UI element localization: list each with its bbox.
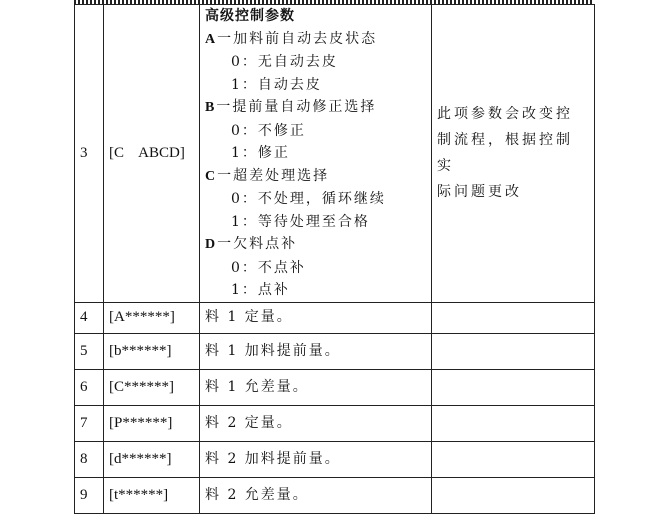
- row-index: 6: [75, 369, 104, 405]
- group-label: 一提前量自动修正选择: [216, 99, 377, 115]
- param-description: [200, 5, 432, 303]
- group-letter: C: [205, 168, 218, 184]
- param-description: 料 2 定量。: [200, 405, 432, 441]
- param-note: [432, 441, 595, 477]
- param-note: [432, 477, 595, 513]
- table-row: [75, 441, 595, 477]
- table-row: [75, 333, 595, 369]
- note-line: 制流程，根据控制实: [437, 132, 573, 175]
- param-code: [t******]: [104, 477, 200, 513]
- table-row: [75, 5, 595, 303]
- table-row: [75, 369, 595, 405]
- row-index: 7: [75, 405, 104, 441]
- param-code: [d******]: [104, 441, 200, 477]
- param-note: [432, 333, 595, 369]
- option-item: 0：不修正: [231, 122, 306, 139]
- group-label: 一加料前自动去皮状态: [217, 30, 378, 47]
- note-line: 际问题更改: [437, 184, 522, 201]
- param-note: [432, 369, 595, 405]
- group-letter: B: [205, 100, 217, 115]
- option-item: 1：等待处理至合格: [231, 213, 370, 230]
- param-code: [C******]: [104, 369, 200, 405]
- param-code: [b******]: [104, 333, 200, 369]
- group-letter: D: [205, 237, 218, 252]
- param-description: 料 1 加料提前量。: [200, 333, 432, 369]
- table-row: [75, 477, 595, 513]
- param-description: 料 1 允差量。: [200, 369, 432, 405]
- param-description: 料 2 加料提前量。: [200, 441, 432, 477]
- param-code: [A******]: [104, 302, 200, 333]
- row-index: 5: [75, 333, 104, 369]
- option-item: 1：自动去皮: [231, 76, 322, 93]
- option-item: 1：修正: [231, 145, 290, 161]
- param-description: 料 2 允差量。: [200, 477, 432, 513]
- param-description: 料 1 定量。: [200, 302, 432, 333]
- group-b-heading: [205, 96, 426, 120]
- table-row: [75, 302, 595, 333]
- row-index: 9: [75, 477, 104, 513]
- group-label: 一超差处理选择: [217, 167, 330, 184]
- option-item: 0：不处理，循环继续: [231, 191, 386, 207]
- group-letter: A: [205, 31, 218, 47]
- note-line: 此项参数会改变控: [437, 106, 573, 123]
- group-a-heading: [205, 28, 426, 52]
- row-index: 8: [75, 441, 104, 477]
- option-item: 1：点补: [231, 282, 290, 298]
- page-left-margin: [0, 0, 74, 532]
- param-note: [432, 302, 595, 333]
- group-label: 一欠料点补: [217, 236, 298, 252]
- option-item: 0：无自动去皮: [231, 54, 338, 70]
- table-row: [75, 405, 595, 441]
- option-item: 0：不点补: [231, 259, 306, 276]
- parameter-table: [74, 4, 595, 514]
- row-index: 3: [75, 5, 104, 303]
- param-code: [P******]: [104, 405, 200, 441]
- description-title: 高级控制参数: [205, 8, 295, 24]
- param-note: [432, 405, 595, 441]
- row-index: 4: [75, 302, 104, 333]
- param-code: [C ABCD]: [104, 5, 200, 303]
- group-d-heading: [205, 233, 426, 257]
- group-c-heading: [205, 165, 426, 189]
- param-note: [432, 5, 595, 303]
